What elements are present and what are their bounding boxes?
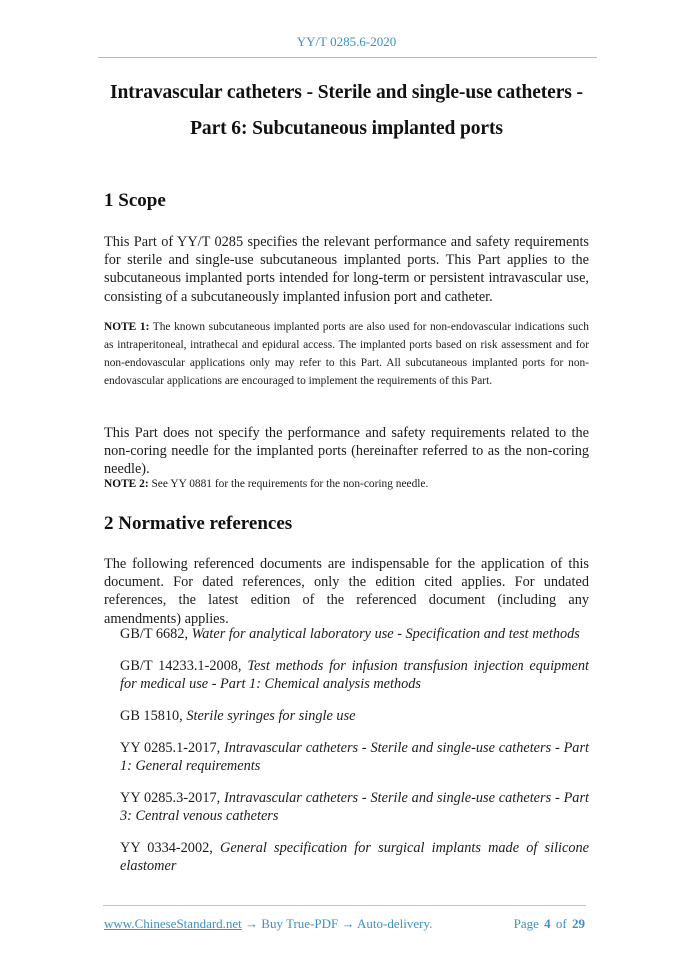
header-divider xyxy=(98,57,597,58)
note-2-label: NOTE 2: xyxy=(104,478,149,490)
page-indicator xyxy=(514,916,585,932)
reference-title: Test methods for infusion transfusion injection equipment for medical use - Part 1: Chemical analysis methods xyxy=(120,658,589,693)
reference-title: General specification for surgical implants made of silicone elastomer xyxy=(120,840,590,875)
reference-item xyxy=(120,789,589,825)
reference-code: GB 15810, xyxy=(120,708,187,724)
reference-item xyxy=(120,739,589,775)
section-heading-scope: 1 Scope xyxy=(104,190,166,211)
note-2-text: See YY 0881 for the requirements for the non-coring needle. xyxy=(148,478,429,490)
note-2 xyxy=(104,475,589,493)
standard-code-header: YY/T 0285.6-2020 xyxy=(296,34,397,49)
reference-title: Water for analytical laboratory use - Specification and test methods xyxy=(191,626,580,642)
scope-paragraph-2: This Part does not specify the performance and safety requirements related to the non-coring needle for the implanted ports (hereinafter referred to as the non-coring needle). xyxy=(104,425,589,478)
footer-promo xyxy=(104,916,432,932)
section-heading-normative-references: 2 Normative references xyxy=(104,513,293,534)
site-link[interactable]: www.ChineseStandard.net xyxy=(104,916,242,931)
reference-item xyxy=(120,839,589,875)
reference-item xyxy=(120,657,589,693)
page-total: 29 xyxy=(572,916,585,931)
reference-code: YY 0285.1-2017, xyxy=(120,740,225,756)
delivery-text: Auto-delivery. xyxy=(357,916,433,931)
reference-title: Intravascular catheters - Sterile and single-use catheters - Part 3: Central venous catheters xyxy=(120,790,589,825)
scope-paragraph-1: This Part of YY/T 0285 specifies the relevant performance and safety requirements for sterile and single-use subcutaneous implanted ports. This Part applies to the subcutaneous implanted ports intended for long-term or persistent intravascular use, consisting of a subcutaneously implanted infusion port and catheter. xyxy=(104,234,589,305)
page-of: of xyxy=(555,916,567,931)
note-1-text: The known subcutaneous implanted ports are also used for non-endovascular indications such as intraperitoneal, intrathecal and epidural access. The implanted ports based on risk assessment and for non-endovascular applications only may refer to this Part. All subcutaneous implanted ports for non-endovascular applications are encouraged to implement the requirements of this Part. xyxy=(104,321,589,387)
buy-text: Buy True-PDF xyxy=(261,916,339,931)
footer-divider xyxy=(103,905,586,906)
arrow-icon: → xyxy=(241,916,262,931)
reference-code: YY 0285.3-2017, xyxy=(120,790,225,806)
note-1 xyxy=(104,318,589,390)
reference-code: YY 0334-2002, xyxy=(120,840,221,856)
arrow-icon: → xyxy=(338,916,358,931)
reference-item xyxy=(120,625,589,643)
reference-code: GB/T 6682, xyxy=(120,626,192,642)
reference-code: GB/T 14233.1-2008, xyxy=(120,658,248,674)
reference-item xyxy=(120,707,589,725)
page-current: 4 xyxy=(544,916,551,931)
document-title-line-2: Part 6: Subcutaneous implanted ports xyxy=(190,118,503,139)
reference-title: Intravascular catheters - Sterile and single-use catheters - Part 1: General requirements xyxy=(120,740,589,775)
note-1-label: NOTE 1: xyxy=(104,321,150,333)
normative-references-intro: The following referenced documents are indispensable for the application of this document. For dated references, only the edition cited applies. For undated references, the latest edition of the referenced document (including any amendments) applies. xyxy=(104,556,589,627)
document-title-line-1: Intravascular catheters - Sterile and single-use catheters - xyxy=(110,82,583,103)
page-label: Page xyxy=(513,916,539,931)
reference-title: Sterile syringes for single use xyxy=(186,708,356,724)
